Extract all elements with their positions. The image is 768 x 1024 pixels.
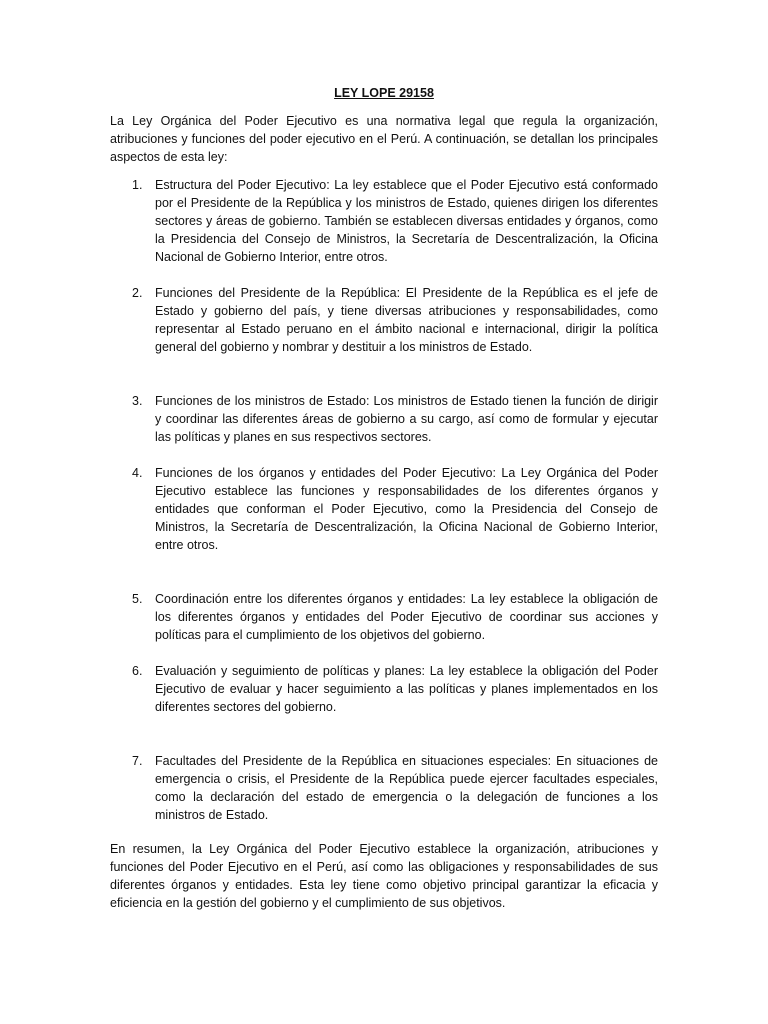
list-item-text: Estructura del Poder Ejecutivo: La ley establece que el Poder Ejecutivo está conformado por el Presidente de la República y los ministros de Estado, quienes dirigen los diferentes sectores y áreas de gobierno. También se establecen diversas entidades y órganos, como la Presidencia del Consejo de Ministros, la Secretaría de Descentralización, la Oficina Nacional de Gobierno Interior, entre otros. [155,178,658,264]
list-item [110,284,658,356]
list-item-number: 7. [132,754,143,768]
list-item [110,176,658,266]
list-item-text: Funciones de los ministros de Estado: Los ministros de Estado tienen la función de dirigir y coordinar las diferentes áreas de gobierno a su cargo, así como de formular y ejecutar las políticas y planes en sus respectivos sectores. [155,394,658,444]
list-item-number: 4. [132,466,143,480]
list-item-text: Evaluación y seguimiento de políticas y planes: La ley establece la obligación del Poder Ejecutivo de evaluar y hacer seguimiento a las políticas y planes implementados en los diferentes sectores del gobierno. [155,664,658,714]
document-page [110,84,658,912]
list-item-number: 3. [132,394,143,408]
aspects-list [110,176,658,824]
document-title: LEY LOPE 29158 [334,86,434,100]
list-item [110,752,658,824]
list-item-text: Facultades del Presidente de la República en situaciones especiales: En situaciones de emergencia o crisis, el Presidente de la República puede ejercer facultades especiales, como la declaración del estado de emergencia o la delegación de funciones a los ministros de Estado. [155,754,658,822]
list-item-number: 5. [132,592,143,606]
list-item [110,392,658,446]
list-item-text: Coordinación entre los diferentes órganos y entidades: La ley establece la obligación de los diferentes órganos y entidades del Poder Ejecutivo de coordinar sus acciones y políticas para el cumplimiento de los objetivos del gobierno. [155,592,658,642]
closing-paragraph: En resumen, la Ley Orgánica del Poder Ejecutivo establece la organización, atribuciones y funciones del Poder Ejecutivo en el Perú, así como las obligaciones y responsabilidades de sus diferentes órganos y entidades. Esta ley tiene como objetivo principal garantizar la eficacia y eficiencia en la gestión del gobierno y el cumplimiento de sus objetivos. [110,842,658,910]
list-item-text: Funciones del Presidente de la República: El Presidente de la República es el jefe de Estado y gobierno del país, y tiene diversas atribuciones y responsabilidades, como representar al Estado peruano en el ámbito nacional e internacional, dirigir la política general del gobierno y nombrar y destituir a los ministros de Estado. [155,286,658,354]
list-item [110,662,658,716]
list-item-number: 1. [132,178,143,192]
list-item [110,590,658,644]
intro-paragraph: La Ley Orgánica del Poder Ejecutivo es una normativa legal que regula la organización, atribuciones y funciones del poder ejecutivo en el Perú. A continuación, se detallan los principales aspectos de esta ley: [110,114,658,164]
list-item [110,464,658,554]
list-item-number: 2. [132,286,143,300]
list-item-number: 6. [132,664,143,678]
list-item-text: Funciones de los órganos y entidades del Poder Ejecutivo: La Ley Orgánica del Poder Ejecutivo establece las funciones y responsabilidades de los diferentes órganos y entidades que conforman el Poder Ejecutivo, como la Presidencia del Consejo de Ministros, la Secretaría de Descentralización, la Oficina Nacional de Gobierno Interior, entre otros. [155,466,658,552]
